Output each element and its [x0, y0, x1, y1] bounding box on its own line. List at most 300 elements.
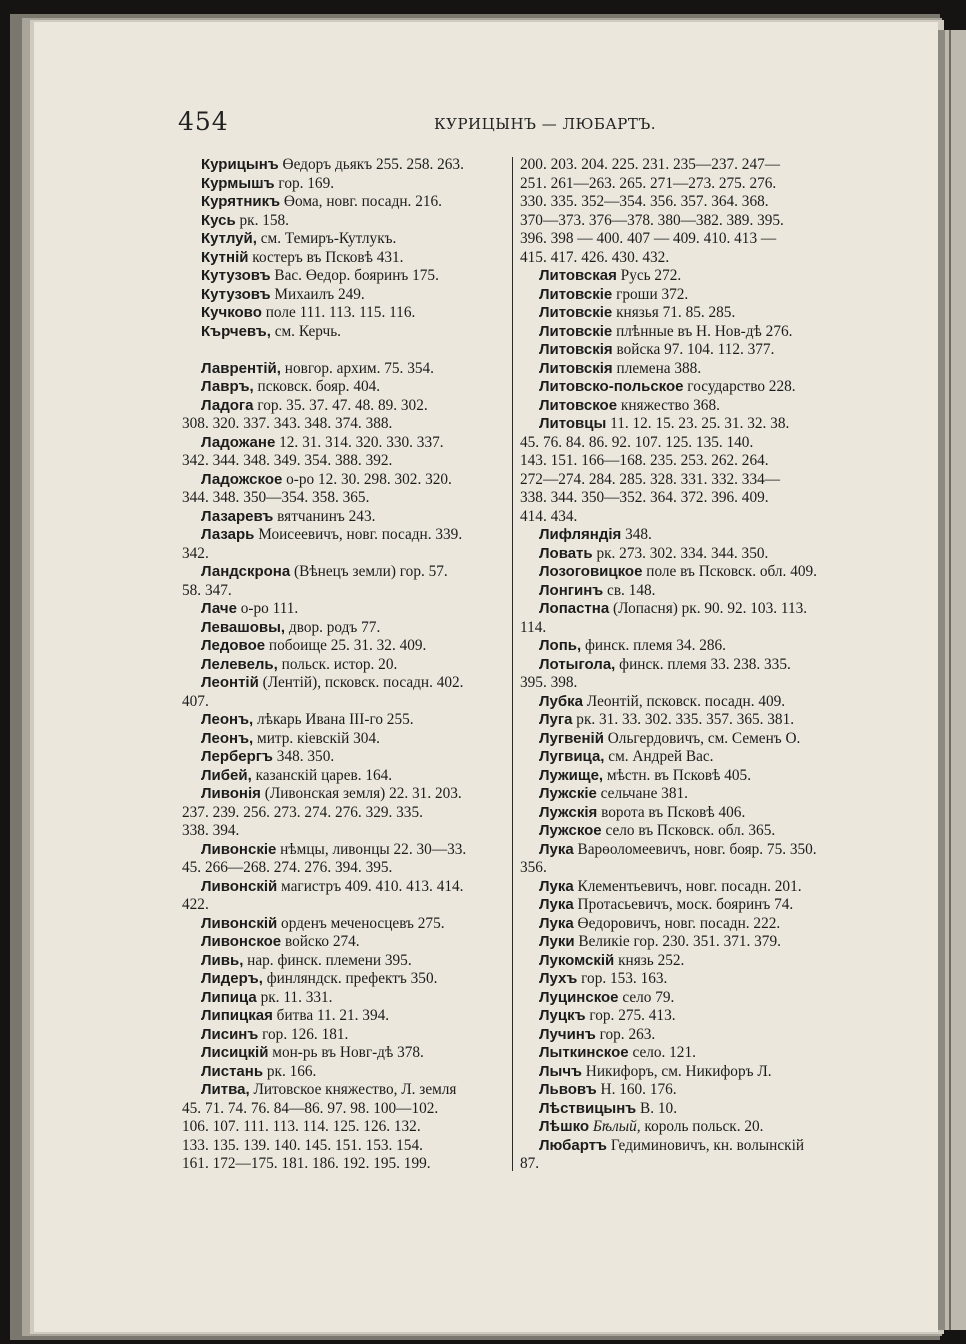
entry-headword: Литовскія	[539, 359, 613, 377]
column-divider	[512, 157, 513, 1171]
entry-text: 422.	[182, 896, 209, 913]
entry-text: рк. 31. 33. 302. 335. 357. 365. 381.	[572, 711, 795, 728]
entry-text: костеръ въ Псковѣ 431.	[248, 248, 404, 266]
entry-text: гор. 126. 181.	[258, 1025, 349, 1043]
index-continuation-line	[520, 674, 842, 693]
index-entry	[520, 637, 842, 656]
entry-text: 272—274. 284. 285. 328. 331. 332. 334—	[520, 470, 781, 488]
entry-headword: Либей,	[201, 766, 252, 784]
index-entry	[182, 563, 504, 582]
entry-text: см. Андрей Вас.	[604, 748, 714, 765]
index-continuation-line	[182, 1155, 504, 1174]
entry-headword: Лука	[539, 896, 574, 913]
index-entry	[520, 933, 842, 952]
entry-headword: Лотыгола,	[539, 655, 616, 673]
entry-headword: Литовцы	[539, 415, 607, 432]
entry-headword: Ливонскіе	[201, 840, 277, 858]
entry-text: 11. 12. 15. 23. 25. 31. 32. 38.	[606, 415, 790, 432]
entry-headword: Луки	[539, 933, 575, 950]
index-entry	[182, 915, 504, 934]
index-entry	[520, 415, 842, 434]
index-entry	[182, 1081, 504, 1100]
index-entry	[520, 323, 842, 342]
index-entry	[182, 989, 504, 1008]
entry-headword: Лаче	[201, 600, 237, 617]
page-number: 454	[178, 107, 229, 136]
entry-text: Михаилъ 249.	[270, 285, 365, 303]
index-entry	[520, 989, 842, 1008]
entry-headword: Курмышъ	[201, 174, 275, 192]
entry-headword: Литовскія	[539, 341, 613, 358]
entry-headword: Ливонія	[201, 785, 261, 802]
entry-text: двор. родъ 77.	[285, 618, 381, 636]
index-entry	[520, 711, 842, 730]
entry-headword: Лука	[539, 914, 574, 932]
entry-headword: Лифляндія	[539, 526, 622, 543]
entry-headword: Литовскіе	[539, 304, 613, 321]
entry-headword: Лопь,	[539, 637, 582, 654]
index-continuation-line	[182, 822, 504, 841]
entry-text: 45. 71. 74. 76. 84—86. 97. 98. 100—102.	[182, 1099, 439, 1117]
index-entry	[520, 1100, 842, 1119]
index-continuation-line	[520, 471, 842, 490]
entry-text: 143. 151. 166—168. 235. 253. 262. 264.	[520, 452, 769, 469]
index-continuation-line	[182, 1100, 504, 1119]
entry-text: нар. финск. племени 395.	[243, 951, 412, 969]
entry-text: 395. 398.	[520, 674, 578, 691]
entry-text: мѣстн. въ Псковѣ 405.	[603, 766, 752, 784]
entry-text: гор. 263.	[595, 1025, 656, 1043]
index-entry	[182, 193, 504, 212]
index-entry	[520, 841, 842, 860]
entry-headword: Лисинъ	[201, 1025, 259, 1043]
entry-text: финляндск. префектъ 350.	[262, 970, 438, 987]
entry-text: (Вѣнецъ земли) гор. 57.	[290, 563, 448, 580]
index-entry	[182, 1026, 504, 1045]
entry-headword: Ливонскій	[201, 877, 278, 895]
index-entry	[182, 952, 504, 971]
index-entry	[520, 545, 842, 564]
entry-text: государство 228.	[683, 378, 796, 395]
entry-headword: Лопастна	[539, 600, 610, 617]
entry-text: см. Керчь.	[270, 322, 342, 340]
entry-text: 45. 76. 84. 86. 92. 107. 125. 135. 140.	[520, 433, 754, 451]
entry-headword: Кутузовъ	[201, 285, 271, 303]
entry-text: 348.	[621, 526, 652, 543]
entry-text: нѣмцы, ливонцы 22. 30—33.	[276, 840, 467, 858]
entry-headword: Кусь	[201, 211, 236, 229]
index-entry	[520, 767, 842, 786]
entry-headword: Курицынъ	[201, 156, 279, 173]
entry-text: король польск. 20.	[640, 1118, 764, 1135]
index-entry	[520, 693, 842, 712]
entry-text: магистръ 409. 410. 413. 414.	[277, 877, 464, 895]
entry-text: 106. 107. 111. 113. 114. 125. 126. 132.	[182, 1118, 421, 1135]
index-entry	[182, 656, 504, 675]
entry-text: Клементьевичъ, новг. посадн. 201.	[573, 877, 802, 895]
index-entry	[182, 434, 504, 453]
entry-text: Н. 160. 176.	[596, 1081, 677, 1098]
index-entry	[520, 656, 842, 675]
entry-headword: Лелевель,	[201, 655, 278, 673]
entry-headword: Лукомскій	[539, 951, 615, 969]
index-entry	[182, 730, 504, 749]
entry-headword: Лѣшко	[539, 1118, 590, 1135]
entry-headword: Ливь,	[201, 951, 244, 969]
entry-headword: Литовское	[539, 396, 618, 414]
entry-headword: Лозоговицкое	[539, 563, 643, 580]
entry-headword: Лужище,	[539, 766, 604, 784]
entry-text: плѣнные въ Н. Нов-дѣ 276.	[612, 322, 793, 340]
index-continuation-line	[520, 452, 842, 471]
entry-headword: Ландскрона	[201, 563, 291, 580]
index-entry	[182, 360, 504, 379]
entry-headword: Львовъ	[539, 1081, 597, 1098]
entry-headword: Лазаревъ	[201, 507, 274, 525]
index-entry	[520, 804, 842, 823]
entry-text: гор. 275. 413.	[585, 1007, 676, 1024]
entry-headword: Любартъ	[539, 1136, 607, 1154]
entry-text: 370—373. 376—378. 380—382. 389. 395.	[520, 211, 784, 229]
entry-text: 356.	[520, 859, 547, 876]
index-entry	[182, 397, 504, 416]
index-entry	[182, 970, 504, 989]
entry-headword: Ливонскій	[201, 914, 278, 932]
index-entry	[182, 267, 504, 286]
entry-headword: Лаврентій,	[201, 359, 281, 377]
entry-text: финск. племя 33. 238. 335.	[615, 655, 791, 673]
entry-text: польск. истор. 20.	[277, 655, 398, 673]
index-continuation-line	[182, 804, 504, 823]
entry-headword: Лидеръ,	[201, 970, 263, 987]
index-entry	[520, 730, 842, 749]
entry-headword: Ливонское	[201, 933, 282, 950]
entry-headword: Лужское	[539, 822, 602, 839]
index-entry	[520, 822, 842, 841]
entry-headword: Лербергъ	[201, 748, 273, 765]
index-entry	[182, 175, 504, 194]
entry-text: 342. 344. 348. 349. 354. 388. 392.	[182, 452, 393, 469]
entry-text: см. Темиръ-Кутлукъ.	[256, 230, 397, 247]
index-entry	[520, 526, 842, 545]
index-continuation-line	[520, 859, 842, 878]
page-header	[178, 107, 657, 141]
entry-text: князь 252.	[614, 951, 685, 969]
entry-text: 348. 350.	[272, 748, 335, 765]
entry-text: рк. 166.	[263, 1062, 317, 1080]
entry-text: сельчане 381.	[596, 785, 688, 802]
entry-text: 114.	[520, 618, 547, 636]
index-entry	[520, 341, 842, 360]
index-entry	[520, 915, 842, 934]
entry-text: 200. 203. 204. 225. 231. 235—237. 247—	[520, 156, 781, 173]
index-entry	[520, 1026, 842, 1045]
entry-text: племена 388.	[612, 359, 702, 377]
entry-text: псковск. бояр. 404.	[253, 378, 381, 395]
entry-text: Протасьевичъ, моск. бояринъ 74.	[573, 896, 794, 913]
index-entry	[520, 267, 842, 286]
entry-text: 415. 417. 426. 430. 432.	[520, 248, 670, 266]
entry-text: 338. 344. 350—352. 364. 372. 396. 409.	[520, 489, 769, 506]
entry-text: побоище 25. 31. 32. 409.	[265, 637, 427, 654]
entry-headword: Лонгинъ	[539, 581, 604, 599]
index-continuation-line	[520, 175, 842, 194]
entry-text: гор. 169.	[274, 174, 335, 192]
index-entry	[182, 508, 504, 527]
entry-text: 251. 261—263. 265. 271—273. 275. 276.	[520, 174, 777, 192]
entry-text: 161. 172—175. 181. 186. 192. 195. 199.	[182, 1155, 431, 1172]
entry-headword: Курятникъ	[201, 193, 281, 210]
entry-text: 308. 320. 337. 343. 348. 374. 388.	[182, 415, 393, 432]
index-entry	[520, 360, 842, 379]
entry-text: рк. 158.	[235, 211, 290, 229]
entry-headword: Лавръ,	[201, 378, 254, 395]
entry-text: 87.	[520, 1155, 540, 1172]
section-gap	[182, 341, 504, 360]
index-entry	[182, 600, 504, 619]
entry-text: новгор. архим. 75. 354.	[280, 359, 434, 377]
entry-headword: Леонъ,	[201, 711, 254, 728]
entry-text: князья 71. 85. 285.	[612, 304, 736, 321]
entry-headword: Ловать	[539, 544, 593, 562]
entry-text: Варөоломеевичъ, новг. бояр. 75. 350.	[573, 840, 817, 858]
entry-headword: Кутлуй,	[201, 230, 257, 247]
entry-text: орденъ меченосцевъ 275.	[277, 914, 445, 932]
entry-text: Моисеевичъ, новг. посадн. 339.	[254, 526, 463, 543]
entry-headword: Кутній	[201, 248, 249, 266]
entry-headword: Лазарь	[201, 526, 255, 543]
index-entry	[182, 156, 504, 175]
entry-headword: Ладожское	[201, 470, 283, 488]
index-entry	[520, 1137, 842, 1156]
entry-text: 133. 135. 139. 140. 145. 151. 153. 154.	[182, 1136, 423, 1154]
entry-text: поле 111. 113. 115. 116.	[261, 304, 416, 321]
index-entry	[182, 748, 504, 767]
entry-headword: Ледовое	[201, 637, 266, 654]
index-entry	[520, 748, 842, 767]
entry-headword: Лыткинское	[539, 1044, 629, 1061]
entry-text: рк. 11. 331.	[256, 988, 333, 1006]
entry-headword: Кутузовъ	[201, 267, 271, 284]
index-entry	[182, 526, 504, 545]
entry-text: село въ Псковск. обл. 365.	[601, 822, 776, 839]
entry-text: княжество 368.	[617, 396, 720, 414]
entry-headword: Лугвеній	[539, 729, 604, 747]
entry-text: 45. 266—268. 274. 276. 394. 395.	[182, 859, 393, 876]
index-entry	[520, 378, 842, 397]
index-entry	[182, 619, 504, 638]
entry-text: село. 121.	[628, 1044, 696, 1061]
index-continuation-line	[182, 582, 504, 601]
entry-headword: Литва,	[201, 1081, 250, 1098]
index-entry	[520, 397, 842, 416]
index-entry	[182, 637, 504, 656]
entry-headword: Лубка	[539, 692, 583, 710]
entry-headword: Лука	[539, 840, 574, 858]
index-entry	[520, 1044, 842, 1063]
index-entry	[182, 767, 504, 786]
entry-text: гроши 372.	[612, 285, 689, 303]
index-entry	[520, 785, 842, 804]
entry-text: 414. 434.	[520, 507, 578, 525]
index-continuation-line	[520, 193, 842, 212]
entry-headword: Лужскіе	[539, 785, 597, 802]
entry-headword: Лѣствицынъ	[539, 1099, 637, 1117]
entry-text: 12. 31. 314. 320. 330. 337.	[275, 433, 444, 451]
index-continuation-line	[182, 415, 504, 434]
entry-text: лѣкарь Ивана III-го 255.	[253, 711, 414, 728]
index-entry	[520, 1081, 842, 1100]
entry-text: финск. племя 34. 286.	[581, 637, 726, 654]
entry-text: Леонтій, псковск. посадн. 409.	[582, 692, 786, 710]
entry-text: битва 11. 21. 394.	[272, 1007, 390, 1024]
entry-headword: Ладожане	[201, 433, 276, 451]
entry-headword: Листань	[201, 1062, 264, 1080]
entry-text: В. 10.	[636, 1099, 678, 1117]
entry-headword: Лугвица,	[539, 748, 605, 765]
index-continuation-line	[182, 452, 504, 471]
index-entry	[520, 1063, 842, 1082]
index-column-right	[520, 156, 842, 1174]
index-continuation-line	[182, 545, 504, 564]
entry-text: (Лопасня) рк. 90. 92. 103. 113.	[609, 600, 808, 617]
entry-text: 58. 347.	[182, 581, 232, 599]
index-continuation-line	[182, 693, 504, 712]
entry-text: Никифоръ, см. Никифоръ Л.	[581, 1062, 772, 1080]
entry-headword: Литовскіе	[539, 322, 613, 340]
entry-text: казанскій царев. 164.	[251, 766, 393, 784]
index-entry	[520, 896, 842, 915]
index-continuation-line	[182, 489, 504, 508]
entry-text: о-ро 12. 30. 298. 302. 320.	[282, 470, 452, 488]
index-entry	[182, 1063, 504, 1082]
index-continuation-line	[520, 508, 842, 527]
entry-headword: Лука	[539, 877, 574, 895]
entry-text: 342.	[182, 544, 209, 562]
entry-text: Өедоръ дьякъ 255. 258. 263.	[278, 156, 464, 173]
index-entry	[520, 952, 842, 971]
entry-headword: Леонъ,	[201, 729, 254, 747]
index-continuation-line	[520, 230, 842, 249]
entry-text: Гедиминовичъ, кн. волынскій	[607, 1136, 805, 1154]
entry-text: гор. 153. 163.	[577, 970, 668, 987]
index-continuation-line	[182, 1137, 504, 1156]
index-entry	[182, 249, 504, 268]
entry-headword: Липицкая	[201, 1007, 273, 1024]
index-continuation-line	[520, 1155, 842, 1174]
index-column-left	[182, 156, 504, 1174]
entry-headword: Лычъ	[539, 1062, 582, 1080]
index-entry	[182, 841, 504, 860]
index-entry	[182, 933, 504, 952]
entry-text: гор. 35. 37. 47. 48. 89. 302.	[253, 396, 428, 414]
index-entry	[182, 230, 504, 249]
index-entry	[520, 304, 842, 323]
entry-headword: Луга	[539, 711, 573, 728]
entry-headword: Литовско-польское	[539, 378, 684, 395]
entry-headword: Луцкъ	[539, 1007, 586, 1024]
index-entry	[520, 970, 842, 989]
entry-text: (Лентій), псковск. посадн. 402.	[258, 674, 464, 691]
entry-headword: Луцинское	[539, 988, 619, 1006]
index-entry	[182, 711, 504, 730]
entry-text: св. 148.	[603, 581, 656, 599]
entry-headword: Кърчевъ,	[201, 322, 271, 340]
index-entry	[520, 582, 842, 601]
index-entry	[520, 1007, 842, 1026]
entry-text: митр. кіевскій 304.	[253, 729, 380, 747]
index-entry	[182, 304, 504, 323]
entry-italic: Бѣлый,	[589, 1118, 641, 1135]
index-continuation-line	[520, 489, 842, 508]
index-entry	[520, 286, 842, 305]
index-entry	[520, 563, 842, 582]
entry-text: Өедоровичъ, новг. посадн. 222.	[573, 914, 781, 932]
entry-headword: Лучинъ	[539, 1025, 596, 1043]
entry-text: 407.	[182, 692, 209, 710]
index-entry	[182, 1044, 504, 1063]
index-continuation-line	[520, 156, 842, 175]
entry-text: 344. 348. 350—354. 358. 365.	[182, 489, 370, 506]
index-entry	[182, 1007, 504, 1026]
index-continuation-line	[520, 249, 842, 268]
index-continuation-line	[520, 212, 842, 231]
entry-text: 396. 398 — 400. 407 — 409. 410. 413 —	[520, 230, 777, 247]
entry-text: 237. 239. 256. 273. 274. 276. 329. 335.	[182, 803, 423, 821]
entry-text: Ольгердовичъ, см. Семенъ О.	[603, 729, 801, 747]
entry-headword: Ладога	[201, 396, 254, 414]
entry-headword: Лухъ	[539, 970, 578, 987]
entry-text: Русь 272.	[616, 267, 682, 284]
entry-text: Өома, новг. посадн. 216.	[280, 193, 442, 210]
entry-text: Литовское княжество, Л. земля	[249, 1081, 457, 1098]
entry-headword: Липица	[201, 988, 257, 1006]
entry-text: мон-рь въ Новг-дѣ 378.	[268, 1044, 424, 1061]
index-continuation-line	[520, 619, 842, 638]
entry-text: село 79.	[618, 988, 675, 1006]
entry-text: Великіе гор. 230. 351. 371. 379.	[574, 933, 781, 950]
index-entry	[182, 323, 504, 342]
entry-text: Вас. Өедор. бояринъ 175.	[270, 267, 439, 284]
entry-text: о-ро 111.	[236, 600, 299, 617]
entry-headword: Литовская	[539, 267, 617, 284]
entry-headword: Леонтій	[201, 674, 259, 691]
index-entry	[520, 600, 842, 619]
entry-text: 330. 335. 352—354. 356. 357. 364. 368.	[520, 193, 769, 210]
index-entry	[520, 878, 842, 897]
index-continuation-line	[182, 896, 504, 915]
index-entry	[182, 674, 504, 693]
entry-headword: Лужскія	[539, 803, 598, 821]
index-entry	[182, 785, 504, 804]
index-entry	[182, 286, 504, 305]
index-entry	[182, 471, 504, 490]
index-entry	[182, 212, 504, 231]
entry-text: (Ливонская земля) 22. 31. 203.	[260, 785, 462, 802]
index-entry	[182, 878, 504, 897]
index-entry	[182, 378, 504, 397]
index-continuation-line	[182, 859, 504, 878]
entry-text: войско 274.	[281, 933, 360, 950]
entry-text: 338. 394.	[182, 822, 240, 839]
entry-headword: Лисицкій	[201, 1044, 269, 1061]
entry-headword: Кучково	[201, 304, 262, 321]
entry-text: войска 97. 104. 112. 377.	[612, 341, 775, 358]
index-continuation-line	[520, 434, 842, 453]
entry-text: рк. 273. 302. 334. 344. 350.	[592, 544, 769, 562]
index-entry	[520, 1118, 842, 1137]
entry-headword: Литовскіе	[539, 285, 613, 303]
